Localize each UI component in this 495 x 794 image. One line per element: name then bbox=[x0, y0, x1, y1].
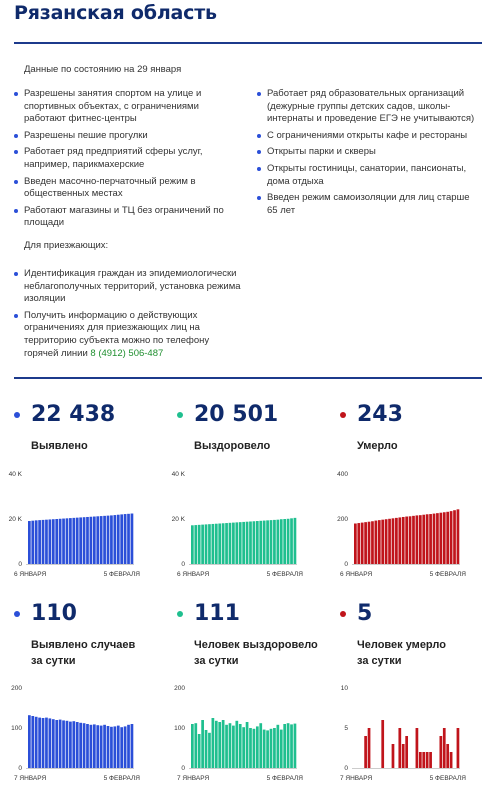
list-item: Открыты парки и скверы bbox=[257, 146, 479, 159]
chart-bar bbox=[107, 726, 110, 768]
hotline-phone[interactable]: 8 (4912) 506-487 bbox=[90, 347, 164, 359]
chart-bar bbox=[287, 519, 290, 564]
chart-bar bbox=[249, 521, 252, 564]
series-dot bbox=[340, 611, 346, 617]
chart-bar bbox=[412, 516, 415, 564]
y-tick-label: 200 bbox=[174, 685, 185, 692]
chart-bar bbox=[42, 520, 45, 564]
stat-label: Человек выздоровело bbox=[194, 639, 318, 651]
chart-bar bbox=[239, 522, 242, 564]
chart-bar bbox=[294, 724, 297, 768]
list-item: Введен режим самоизоляции для лиц старше 65 лет bbox=[257, 192, 479, 217]
chart-bar bbox=[42, 718, 45, 768]
chart-bar bbox=[28, 521, 31, 564]
chart-bar bbox=[201, 720, 204, 768]
chart-bar bbox=[402, 744, 405, 768]
chart-bar bbox=[246, 522, 249, 564]
chart-bar bbox=[450, 511, 453, 564]
chart-bar bbox=[96, 516, 99, 564]
chart-bar bbox=[222, 523, 225, 564]
chart-bar bbox=[35, 717, 38, 768]
list-item: Работает ряд образовательных организаций (дежурные группы детских садов, школы-интернаты и проведение ЕГЭ не учитываются) bbox=[257, 88, 479, 126]
chart-bar bbox=[290, 518, 293, 564]
chart-bar bbox=[266, 520, 269, 564]
stat-value: 20 501 bbox=[194, 402, 279, 427]
chart-bar bbox=[127, 514, 130, 564]
chart-detected-total bbox=[6, 470, 146, 580]
list-item: Разрешены занятия спортом на улице и спортивных объектах, с ограничениями работают фитнес-центры bbox=[14, 88, 239, 126]
chart-bar bbox=[69, 518, 72, 564]
chart-bar bbox=[263, 730, 266, 768]
chart-bar bbox=[294, 518, 297, 564]
chart-bar bbox=[201, 525, 204, 564]
chart-bar bbox=[107, 516, 110, 564]
as-of-date: Данные по состоянию на 29 января bbox=[24, 64, 182, 75]
chart-bar bbox=[218, 524, 221, 565]
chart-bar bbox=[110, 515, 113, 564]
chart-bar bbox=[450, 752, 453, 768]
chart-bar bbox=[215, 524, 218, 564]
chart-bar bbox=[457, 509, 460, 564]
chart-bar bbox=[246, 722, 249, 768]
chart-bar bbox=[439, 736, 442, 768]
chart-bar bbox=[120, 727, 123, 768]
chart-bar bbox=[131, 514, 134, 564]
x-tick-label: 7 ЯНВАРЯ bbox=[14, 775, 47, 782]
chart-bar bbox=[385, 519, 388, 564]
chart-bar bbox=[198, 734, 201, 768]
chart-bar bbox=[103, 725, 106, 768]
section-divider bbox=[14, 377, 482, 379]
y-tick-label: 40 K bbox=[171, 471, 185, 478]
chart-bar bbox=[232, 523, 235, 564]
list-item-text: Получить информацию о действующих ограничениях для приезжающих лиц на территорию субъекта можно по телефону горячей линии bbox=[24, 309, 210, 359]
chart-bar bbox=[49, 519, 52, 564]
chart-bar bbox=[100, 726, 103, 768]
chart-bar bbox=[229, 523, 232, 564]
chart-recovered-daily bbox=[169, 684, 309, 784]
arrivals-heading: Для приезжающих: bbox=[24, 240, 109, 251]
chart-bar bbox=[242, 522, 245, 564]
chart-bar bbox=[276, 725, 279, 768]
chart-bar bbox=[218, 722, 221, 768]
chart-bar bbox=[222, 720, 225, 768]
chart-bar bbox=[426, 514, 429, 564]
stat-label: Выявлено случаев bbox=[31, 639, 136, 651]
series-dot bbox=[340, 412, 346, 418]
chart-bar bbox=[253, 729, 256, 768]
chart-bar bbox=[90, 517, 93, 564]
chart-bar bbox=[283, 519, 286, 564]
chart-bar bbox=[35, 520, 38, 564]
stat-label: Выздоровело bbox=[194, 440, 271, 452]
y-tick-label: 200 bbox=[11, 685, 22, 692]
chart-bar bbox=[371, 521, 374, 564]
chart-bar bbox=[446, 512, 449, 564]
chart-bar bbox=[287, 723, 290, 768]
x-tick-label: 5 ФЕВРАЛЯ bbox=[429, 571, 466, 578]
series-dot bbox=[177, 611, 183, 617]
chart-bar bbox=[378, 520, 381, 564]
chart-bar bbox=[443, 728, 446, 768]
chart-bar bbox=[270, 520, 273, 564]
y-tick-label: 0 bbox=[18, 765, 22, 772]
chart-bar bbox=[191, 525, 194, 564]
stat-value: 110 bbox=[31, 601, 77, 626]
chart-bar bbox=[395, 518, 398, 564]
chart-bar bbox=[55, 720, 58, 768]
chart-bar bbox=[96, 725, 99, 768]
chart-bar bbox=[55, 519, 58, 564]
chart-bar bbox=[90, 725, 93, 768]
page-title: Рязанская область bbox=[14, 2, 217, 24]
y-tick-label: 20 K bbox=[171, 516, 185, 523]
y-tick-label: 40 K bbox=[8, 471, 22, 478]
chart-bar bbox=[208, 524, 211, 564]
chart-bar bbox=[235, 721, 238, 768]
chart-bar bbox=[429, 752, 432, 768]
chart-bar bbox=[52, 719, 55, 768]
chart-bar bbox=[368, 522, 371, 564]
chart-bar bbox=[443, 512, 446, 564]
chart-bar bbox=[354, 524, 357, 565]
chart-bar bbox=[83, 723, 86, 768]
chart-bar bbox=[59, 720, 62, 768]
chart-bar bbox=[232, 726, 235, 768]
stat-value: 5 bbox=[357, 601, 373, 626]
chart-bar bbox=[426, 752, 429, 768]
list-item: Разрешены пешие прогулки bbox=[14, 130, 239, 143]
chart-bar bbox=[76, 518, 79, 564]
chart-bar bbox=[93, 517, 96, 564]
chart-bar bbox=[433, 514, 436, 564]
chart-deaths-daily bbox=[332, 684, 472, 784]
chart-bar bbox=[225, 725, 228, 768]
chart-bar bbox=[215, 721, 218, 768]
stat-value: 243 bbox=[357, 402, 403, 427]
chart-bar bbox=[76, 722, 79, 768]
chart-bar bbox=[280, 730, 283, 768]
chart-bar bbox=[31, 716, 34, 768]
y-tick-label: 400 bbox=[337, 471, 348, 478]
chart-bar bbox=[103, 516, 106, 564]
series-dot bbox=[177, 412, 183, 418]
chart-bar bbox=[124, 726, 127, 768]
chart-bar bbox=[439, 513, 442, 564]
chart-bar bbox=[117, 726, 120, 768]
chart-bar bbox=[110, 727, 113, 768]
chart-bar bbox=[249, 728, 252, 768]
chart-bar bbox=[453, 510, 456, 564]
series-dot bbox=[14, 412, 20, 418]
chart-bar bbox=[198, 525, 201, 564]
chart-bar bbox=[419, 515, 422, 564]
list-item: Работает ряд предприятий сферы услуг, например, парикмахерские bbox=[14, 146, 239, 171]
chart-bar bbox=[194, 723, 197, 768]
y-tick-label: 0 bbox=[344, 561, 348, 568]
chart-bar bbox=[242, 727, 245, 768]
chart-bar bbox=[49, 718, 52, 768]
x-tick-label: 5 ФЕВРАЛЯ bbox=[429, 775, 466, 782]
chart-bar bbox=[457, 728, 460, 768]
list-item: Открыты гостиницы, санатории, пансионаты, дома отдыха bbox=[257, 163, 479, 188]
chart-detected-daily bbox=[6, 684, 146, 784]
list-item bbox=[14, 310, 242, 360]
chart-bar bbox=[93, 724, 96, 768]
chart-bar bbox=[273, 520, 276, 564]
stat-value: 111 bbox=[194, 601, 240, 626]
stat-label-line2: за сутки bbox=[31, 655, 76, 667]
x-tick-label: 6 ЯНВАРЯ bbox=[340, 571, 373, 578]
chart-bar bbox=[86, 517, 89, 564]
x-tick-label: 6 ЯНВАРЯ bbox=[177, 571, 210, 578]
chart-bar bbox=[381, 520, 384, 564]
chart-bar bbox=[253, 521, 256, 564]
chart-bar bbox=[405, 736, 408, 768]
chart-bar bbox=[259, 723, 262, 768]
chart-bar bbox=[381, 720, 384, 768]
list-item: Введен масочно-перчаточный режим в общественных местах bbox=[14, 176, 239, 201]
chart-bar bbox=[357, 523, 360, 564]
chart-bar bbox=[229, 723, 232, 768]
chart-bar bbox=[235, 522, 238, 564]
chart-bar bbox=[62, 519, 65, 564]
chart-bar bbox=[100, 516, 103, 564]
chart-bar bbox=[86, 724, 89, 768]
stat-label-line2: за сутки bbox=[357, 655, 402, 667]
chart-bar bbox=[364, 736, 367, 768]
chart-bar bbox=[212, 524, 215, 564]
chart-bar bbox=[398, 728, 401, 768]
chart-bar bbox=[392, 518, 395, 564]
chart-bar bbox=[263, 521, 266, 564]
stat-label-line2: за сутки bbox=[194, 655, 239, 667]
y-tick-label: 100 bbox=[174, 725, 185, 732]
chart-recovered-total bbox=[169, 470, 309, 580]
header-divider bbox=[14, 42, 482, 44]
chart-bar bbox=[208, 733, 211, 768]
y-tick-label: 0 bbox=[181, 765, 185, 772]
chart-bar bbox=[402, 517, 405, 564]
chart-bar bbox=[290, 724, 293, 768]
chart-bar bbox=[69, 722, 72, 768]
y-tick-label: 0 bbox=[181, 561, 185, 568]
arrivals-list bbox=[14, 268, 242, 364]
chart-bar bbox=[388, 519, 391, 564]
x-tick-label: 5 ФЕВРАЛЯ bbox=[266, 571, 303, 578]
chart-bar bbox=[205, 524, 208, 564]
y-tick-label: 0 bbox=[18, 561, 22, 568]
chart-bar bbox=[256, 726, 259, 768]
restrictions-right-list bbox=[257, 88, 479, 221]
chart-bar bbox=[270, 729, 273, 768]
chart-bar bbox=[113, 515, 116, 564]
chart-bar bbox=[405, 517, 408, 564]
chart-bar bbox=[416, 728, 419, 768]
chart-bar bbox=[392, 744, 395, 768]
chart-bar bbox=[79, 517, 82, 564]
x-tick-label: 5 ФЕВРАЛЯ bbox=[266, 775, 303, 782]
chart-bar bbox=[256, 521, 259, 564]
chart-bar bbox=[239, 724, 242, 768]
chart-bar bbox=[66, 721, 69, 768]
restrictions-left-list bbox=[14, 88, 239, 234]
chart-bar bbox=[283, 724, 286, 768]
list-item: Идентификация граждан из эпидемиологически неблагополучных территорий, установка режима изоляции bbox=[14, 268, 242, 306]
chart-bar bbox=[436, 513, 439, 564]
chart-bar bbox=[83, 517, 86, 564]
chart-bar bbox=[38, 520, 41, 564]
stat-label: Выявлено bbox=[31, 440, 88, 452]
chart-bar bbox=[194, 525, 197, 564]
chart-bar bbox=[117, 515, 120, 564]
chart-bar bbox=[266, 730, 269, 768]
chart-bar bbox=[45, 718, 48, 768]
chart-bar bbox=[31, 521, 34, 564]
chart-bar bbox=[28, 715, 31, 768]
chart-bar bbox=[120, 514, 123, 564]
stat-label: Умерло bbox=[357, 440, 398, 452]
chart-bar bbox=[273, 728, 276, 768]
chart-bar bbox=[127, 725, 130, 768]
chart-bar bbox=[446, 744, 449, 768]
chart-bar bbox=[45, 520, 48, 564]
chart-bar bbox=[62, 720, 65, 768]
chart-bar bbox=[72, 721, 75, 768]
y-tick-label: 5 bbox=[344, 725, 348, 732]
x-tick-label: 5 ФЕВРАЛЯ bbox=[103, 775, 140, 782]
y-tick-label: 100 bbox=[11, 725, 22, 732]
chart-bar bbox=[259, 521, 262, 564]
chart-bar bbox=[124, 514, 127, 564]
chart-bar bbox=[361, 523, 364, 564]
chart-bar bbox=[364, 522, 367, 564]
chart-bar bbox=[52, 519, 55, 564]
y-tick-label: 20 K bbox=[8, 516, 22, 523]
x-tick-label: 5 ФЕВРАЛЯ bbox=[103, 571, 140, 578]
y-tick-label: 10 bbox=[340, 685, 348, 692]
chart-bar bbox=[191, 724, 194, 768]
chart-bar bbox=[375, 521, 378, 564]
chart-bar bbox=[422, 515, 425, 564]
chart-bar bbox=[419, 752, 422, 768]
chart-bar bbox=[368, 728, 371, 768]
chart-bar bbox=[416, 515, 419, 564]
y-tick-label: 200 bbox=[337, 516, 348, 523]
list-item: Работают магазины и ТЦ без ограничений по площади bbox=[14, 205, 239, 230]
chart-bar bbox=[59, 519, 62, 564]
chart-bar bbox=[280, 519, 283, 564]
chart-bar bbox=[113, 726, 116, 768]
chart-bar bbox=[398, 517, 401, 564]
stat-value: 22 438 bbox=[31, 402, 116, 427]
chart-bar bbox=[131, 724, 134, 768]
list-item: С ограничениями открыты кафе и рестораны bbox=[257, 130, 479, 143]
series-dot bbox=[14, 611, 20, 617]
x-tick-label: 7 ЯНВАРЯ bbox=[340, 775, 373, 782]
chart-bar bbox=[205, 730, 208, 768]
chart-bar bbox=[72, 518, 75, 564]
chart-bar bbox=[66, 518, 69, 564]
chart-bar bbox=[422, 752, 425, 768]
chart-bar bbox=[38, 718, 41, 768]
stat-label: Человек умерло bbox=[357, 639, 446, 651]
chart-bar bbox=[212, 718, 215, 768]
chart-bar bbox=[79, 723, 82, 768]
x-tick-label: 7 ЯНВАРЯ bbox=[177, 775, 210, 782]
x-tick-label: 6 ЯНВАРЯ bbox=[14, 571, 47, 578]
y-tick-label: 0 bbox=[344, 765, 348, 772]
chart-bar bbox=[409, 516, 412, 564]
chart-bar bbox=[429, 514, 432, 564]
chart-bar bbox=[225, 523, 228, 564]
chart-deaths-total bbox=[332, 470, 472, 580]
chart-bar bbox=[276, 520, 279, 564]
